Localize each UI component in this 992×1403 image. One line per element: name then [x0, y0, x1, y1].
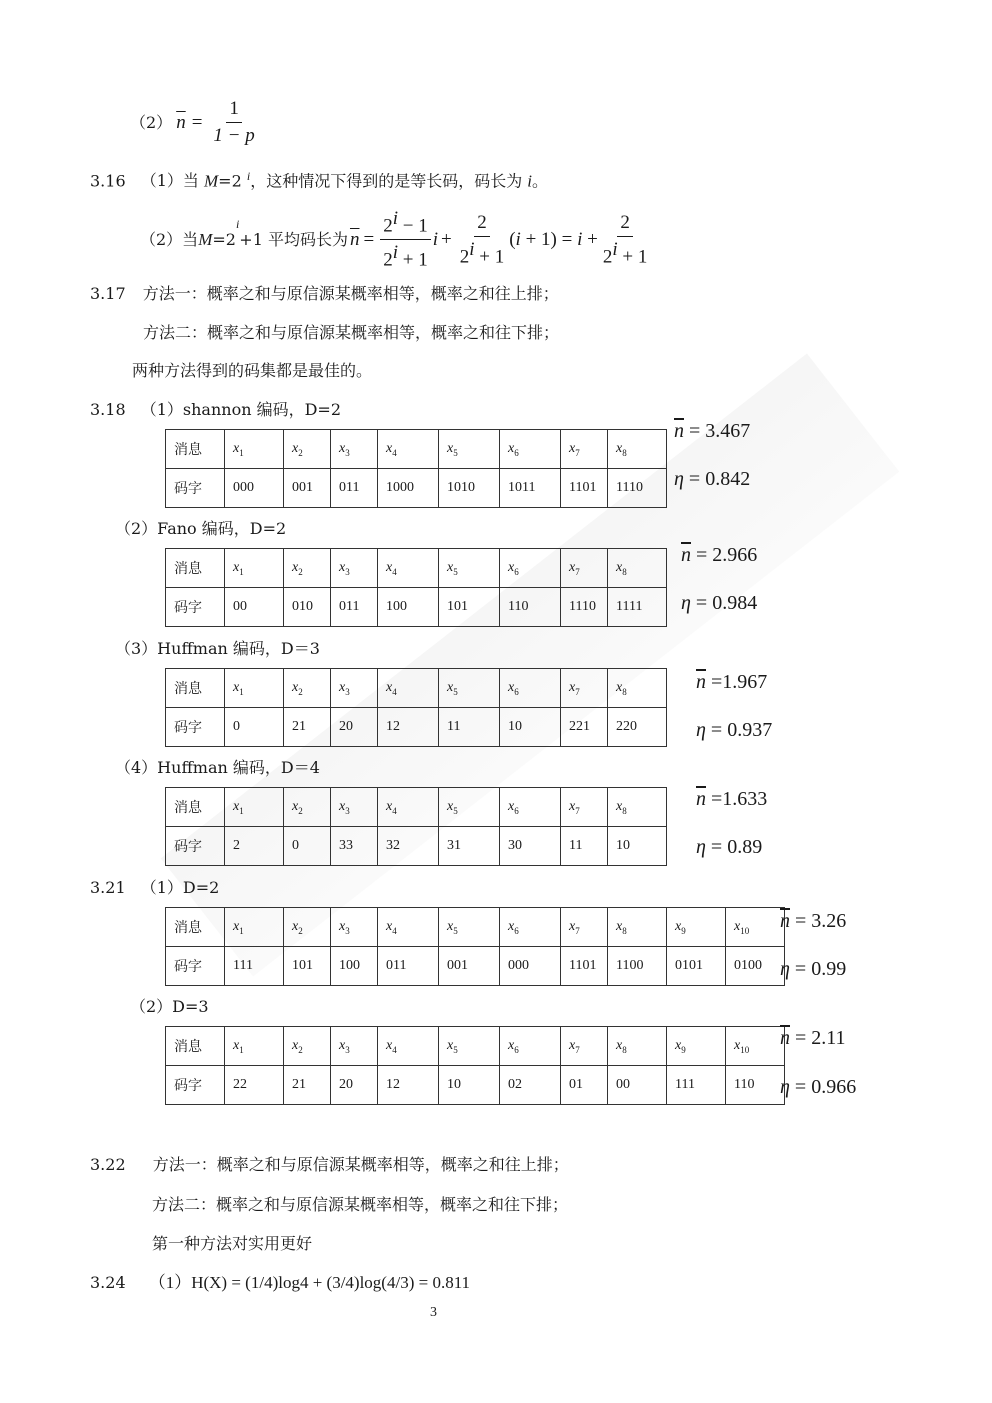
s318-title4: （4）Huffman 编码，D＝4 [115, 758, 320, 777]
text: =2 [218, 171, 247, 191]
metric-eta-value: = 0.966 [794, 1076, 857, 1098]
message-cell: $x_8$ [608, 549, 667, 588]
metric-n-value: = 2.966 [696, 544, 758, 566]
metric-eta-value: = 0.842 [688, 468, 751, 490]
message-cell: $x_6$ [500, 549, 561, 588]
message-row [166, 669, 667, 708]
message-cell: $x_1$ [225, 788, 284, 827]
s321-title2: （2）D=3 [130, 997, 209, 1016]
eq-mean-length: （2） $\overline{n}$ = $\frac{1}{1 - p}$ [130, 98, 260, 147]
codeword-cell: 1100 [608, 947, 667, 986]
message-cell: $x_1$ [225, 908, 284, 947]
codeword-cell: 00 [225, 588, 284, 627]
section-number: 3.17 [90, 284, 126, 303]
codeword-cell: 011 [378, 947, 439, 986]
row-label-codeword: 码字 [166, 708, 225, 747]
text: （1）当 [140, 171, 204, 191]
codeword-cell: 2 [225, 827, 284, 866]
codeword-cell: 0 [284, 827, 331, 866]
codeword-row [166, 947, 785, 986]
message-cell: $x_9$ [667, 908, 726, 947]
codeword-row [166, 469, 667, 508]
codeword-cell: 30 [500, 827, 561, 866]
table-fano [165, 548, 667, 627]
s318-title3: （3）Huffman 编码，D＝3 [115, 639, 320, 658]
row-label-codeword: 码字 [166, 588, 225, 627]
message-cell: $x_7$ [561, 549, 608, 588]
text: =2 [212, 229, 236, 249]
table-d3 [165, 1026, 785, 1105]
message-cell: $x_{10}$ [726, 908, 785, 947]
codeword-cell: 1000 [378, 469, 439, 508]
codeword-cell: 111 [225, 947, 284, 986]
message-cell: $x_5$ [439, 1027, 500, 1066]
codeword-cell: 00 [608, 1066, 667, 1105]
page-number: 3 [430, 1305, 437, 1320]
s321-title1 [90, 878, 219, 898]
s317-line2: 方法二：概率之和与原信源某概率相等，概率之和往下排； [143, 323, 560, 342]
message-cell: $x_2$ [284, 908, 331, 947]
codeword-cell: 01 [561, 1066, 608, 1105]
message-cell: $x_8$ [608, 669, 667, 708]
message-cell: $x_4$ [378, 430, 439, 469]
message-cell: $x_6$ [500, 1027, 561, 1066]
codeword-cell: 10 [439, 1066, 500, 1105]
codeword-cell: 001 [284, 469, 331, 508]
message-cell: $x_5$ [439, 908, 500, 947]
codeword-cell: 22 [225, 1066, 284, 1105]
message-cell: $x_1$ [225, 1027, 284, 1066]
message-cell: $x_4$ [378, 908, 439, 947]
message-cell: $x_6$ [500, 908, 561, 947]
metric-n-value: = 3.26 [795, 910, 847, 932]
s316-line2: （2）当 M =2 $^i$ +1 平均码长为 $\overline{n}$ = $\frac{2^i - 1}{2^i + 1}$ i + $\frac{2}{2^i + 1}$ (i + 1) = i + $\frac{2}{2^i + 1}$ [140, 208, 648, 271]
codeword-cell: 21 [284, 1066, 331, 1105]
eq-label: （2） [130, 112, 173, 132]
codeword-cell: 010 [284, 588, 331, 627]
symbol-M: M [204, 171, 219, 191]
text: 。 [532, 171, 549, 191]
message-cell: $x_4$ [378, 788, 439, 827]
message-row [166, 549, 667, 588]
s318-title1 [90, 400, 341, 420]
table-title: （1）shannon 编码，D=2 [140, 400, 342, 419]
metric-eta: η = 0.966 [780, 1076, 857, 1098]
codeword-cell: 11 [561, 827, 608, 866]
s316-line1 [90, 166, 548, 191]
codeword-cell: 000 [500, 947, 561, 986]
metric-n: $\overline{n} = 2.11$ [780, 1027, 846, 1049]
message-cell: $x_6$ [500, 669, 561, 708]
message-cell: $x_5$ [439, 788, 500, 827]
metric-eta-value: = 0.984 [695, 592, 758, 614]
message-cell: $x_6$ [500, 430, 561, 469]
message-cell: $x_5$ [439, 669, 500, 708]
s322-line2: 方法二：概率之和与原信源某概率相等，概率之和往下排； [152, 1195, 569, 1214]
message-cell: $x_3$ [331, 1027, 378, 1066]
codeword-cell: 110 [500, 588, 561, 627]
codeword-cell: 20 [331, 1066, 378, 1105]
text: （2）当 [140, 229, 199, 249]
codeword-row [166, 708, 667, 747]
text: 方法一：概率之和与原信源某概率相等，概率之和往上排； [142, 284, 559, 303]
message-cell: $x_4$ [378, 1027, 439, 1066]
message-row [166, 1027, 785, 1066]
symbol-M: M [198, 229, 213, 249]
message-row [166, 788, 667, 827]
message-cell: $x_3$ [331, 788, 378, 827]
eq-numerator: 1 [226, 98, 242, 123]
codeword-cell: 10 [608, 827, 667, 866]
metric-n: $\overline{n} = 3.467$ [674, 420, 751, 442]
codeword-cell: 02 [500, 1066, 561, 1105]
codeword-cell: 1101 [561, 947, 608, 986]
row-label-message: 消息 [166, 788, 225, 827]
symbol-i: i [527, 171, 533, 191]
codeword-cell: 220 [608, 708, 667, 747]
message-cell: $x_{10}$ [726, 1027, 785, 1066]
message-cell: $x_3$ [331, 430, 378, 469]
message-cell: $x_1$ [225, 430, 284, 469]
codeword-cell: 1111 [608, 588, 667, 627]
metric-n-value: = 2.11 [795, 1027, 846, 1049]
codeword-row [166, 588, 667, 627]
metric-eta: η = 0.99 [780, 958, 847, 980]
codeword-row [166, 827, 667, 866]
row-label-codeword: 码字 [166, 1066, 225, 1105]
message-cell: $x_1$ [225, 669, 284, 708]
codeword-cell: 110 [726, 1066, 785, 1105]
section-number: 3.18 [90, 400, 126, 419]
metric-n-value: =1.633 [711, 788, 768, 810]
message-cell: $x_2$ [284, 1027, 331, 1066]
message-cell: $x_7$ [561, 430, 608, 469]
message-cell: $x_3$ [331, 549, 378, 588]
message-cell: $x_4$ [378, 549, 439, 588]
metric-n: $\overline{n} = 2.966$ [681, 544, 758, 566]
message-cell: $x_2$ [284, 430, 331, 469]
codeword-cell: 12 [378, 708, 439, 747]
codeword-cell: 101 [284, 947, 331, 986]
message-cell: $x_7$ [561, 908, 608, 947]
codeword-cell: 011 [331, 469, 378, 508]
codeword-cell: 33 [331, 827, 378, 866]
codeword-cell: 1011 [500, 469, 561, 508]
row-label-codeword: 码字 [166, 827, 225, 866]
metric-eta-value: = 0.89 [710, 836, 763, 858]
codeword-cell: 21 [284, 708, 331, 747]
metric-eta: η = 0.842 [674, 468, 751, 490]
s317-line3: 两种方法得到的码集都是最佳的。 [132, 361, 373, 380]
metric-eta: η = 0.937 [696, 719, 773, 741]
metric-eta-value: = 0.937 [710, 719, 773, 741]
codeword-cell: 12 [378, 1066, 439, 1105]
message-cell: $x_8$ [608, 1027, 667, 1066]
s322-line1 [90, 1155, 569, 1175]
message-cell: $x_8$ [608, 788, 667, 827]
message-cell: $x_1$ [225, 549, 284, 588]
message-cell: $x_9$ [667, 1027, 726, 1066]
codeword-cell: 11 [439, 708, 500, 747]
table-d2 [165, 907, 785, 986]
metric-n-value: = 3.467 [689, 420, 751, 442]
codeword-cell: 0101 [667, 947, 726, 986]
eq-denominator: 1 − p [213, 125, 255, 146]
codeword-cell: 0100 [726, 947, 785, 986]
message-cell: $x_7$ [561, 1027, 608, 1066]
codeword-cell: 0 [225, 708, 284, 747]
message-cell: $x_2$ [284, 549, 331, 588]
section-number: 3.21 [90, 878, 126, 897]
metric-eta-value: = 0.99 [794, 958, 847, 980]
text: 方法一：概率之和与原信源某概率相等，概率之和往上排； [152, 1155, 569, 1174]
row-label-message: 消息 [166, 669, 225, 708]
metric-eta: η = 0.89 [696, 836, 763, 858]
table-huffman-d3 [165, 668, 667, 747]
codeword-cell: 1101 [561, 469, 608, 508]
table-huffman-d4 [165, 787, 667, 866]
symbol-i: i [246, 169, 251, 183]
codeword-cell: 001 [439, 947, 500, 986]
message-row [166, 908, 785, 947]
metric-n: $\overline{n} =1.633$ [696, 788, 768, 810]
row-label-message: 消息 [166, 908, 225, 947]
codeword-cell: 011 [331, 588, 378, 627]
message-cell: $x_3$ [331, 669, 378, 708]
codeword-cell: 100 [331, 947, 378, 986]
table-shannon [165, 429, 667, 508]
message-cell: $x_6$ [500, 788, 561, 827]
codeword-cell: 221 [561, 708, 608, 747]
s322-line3: 第一种方法对实用更好 [152, 1234, 313, 1253]
message-cell: $x_7$ [561, 788, 608, 827]
message-cell: $x_7$ [561, 669, 608, 708]
message-cell: $x_5$ [439, 549, 500, 588]
section-number: 3.16 [90, 171, 126, 191]
codeword-cell: 100 [378, 588, 439, 627]
metric-n: $\overline{n} =1.967$ [696, 671, 768, 693]
codeword-cell: 20 [331, 708, 378, 747]
row-label-message: 消息 [166, 1027, 225, 1066]
text: ，这种情况下得到的是等长码，码长为 [250, 171, 528, 191]
message-cell: $x_8$ [608, 908, 667, 947]
message-cell: $x_2$ [284, 788, 331, 827]
row-label-codeword: 码字 [166, 469, 225, 508]
message-cell: $x_4$ [378, 669, 439, 708]
row-label-message: 消息 [166, 430, 225, 469]
codeword-cell: 111 [667, 1066, 726, 1105]
codeword-cell: 31 [439, 827, 500, 866]
codeword-cell: 000 [225, 469, 284, 508]
s317-line1 [90, 284, 559, 304]
message-cell: $x_5$ [439, 430, 500, 469]
codeword-cell: 1010 [439, 469, 500, 508]
message-row [166, 430, 667, 469]
symbol-i: i [235, 217, 240, 231]
eq-lhs: $\overline{n}$ [176, 111, 186, 133]
section-number: 3.24 [90, 1273, 126, 1292]
row-label-codeword: 码字 [166, 947, 225, 986]
codeword-cell: 10 [500, 708, 561, 747]
codeword-cell: 101 [439, 588, 500, 627]
table-title: （1）D=2 [140, 878, 220, 897]
row-label-message: 消息 [166, 549, 225, 588]
codeword-cell: 1110 [608, 469, 667, 508]
message-cell: $x_8$ [608, 430, 667, 469]
metric-eta: η = 0.984 [681, 592, 758, 614]
s318-title2: （2）Fano 编码，D=2 [115, 519, 287, 538]
text: +1 平均码长为 [239, 229, 348, 249]
message-cell: $x_3$ [331, 908, 378, 947]
codeword-cell: 32 [378, 827, 439, 866]
codeword-cell: 1110 [561, 588, 608, 627]
text: （1）H(X) = (1/4)log4 + (3/4)log(4/3) = 0.811 [148, 1273, 471, 1292]
metric-n-value: =1.967 [711, 671, 768, 693]
metric-n: $\overline{n} = 3.26$ [780, 910, 847, 932]
message-cell: $x_2$ [284, 669, 331, 708]
codeword-row [166, 1066, 785, 1105]
section-number: 3.22 [90, 1155, 126, 1174]
s324-line1 [90, 1273, 470, 1293]
